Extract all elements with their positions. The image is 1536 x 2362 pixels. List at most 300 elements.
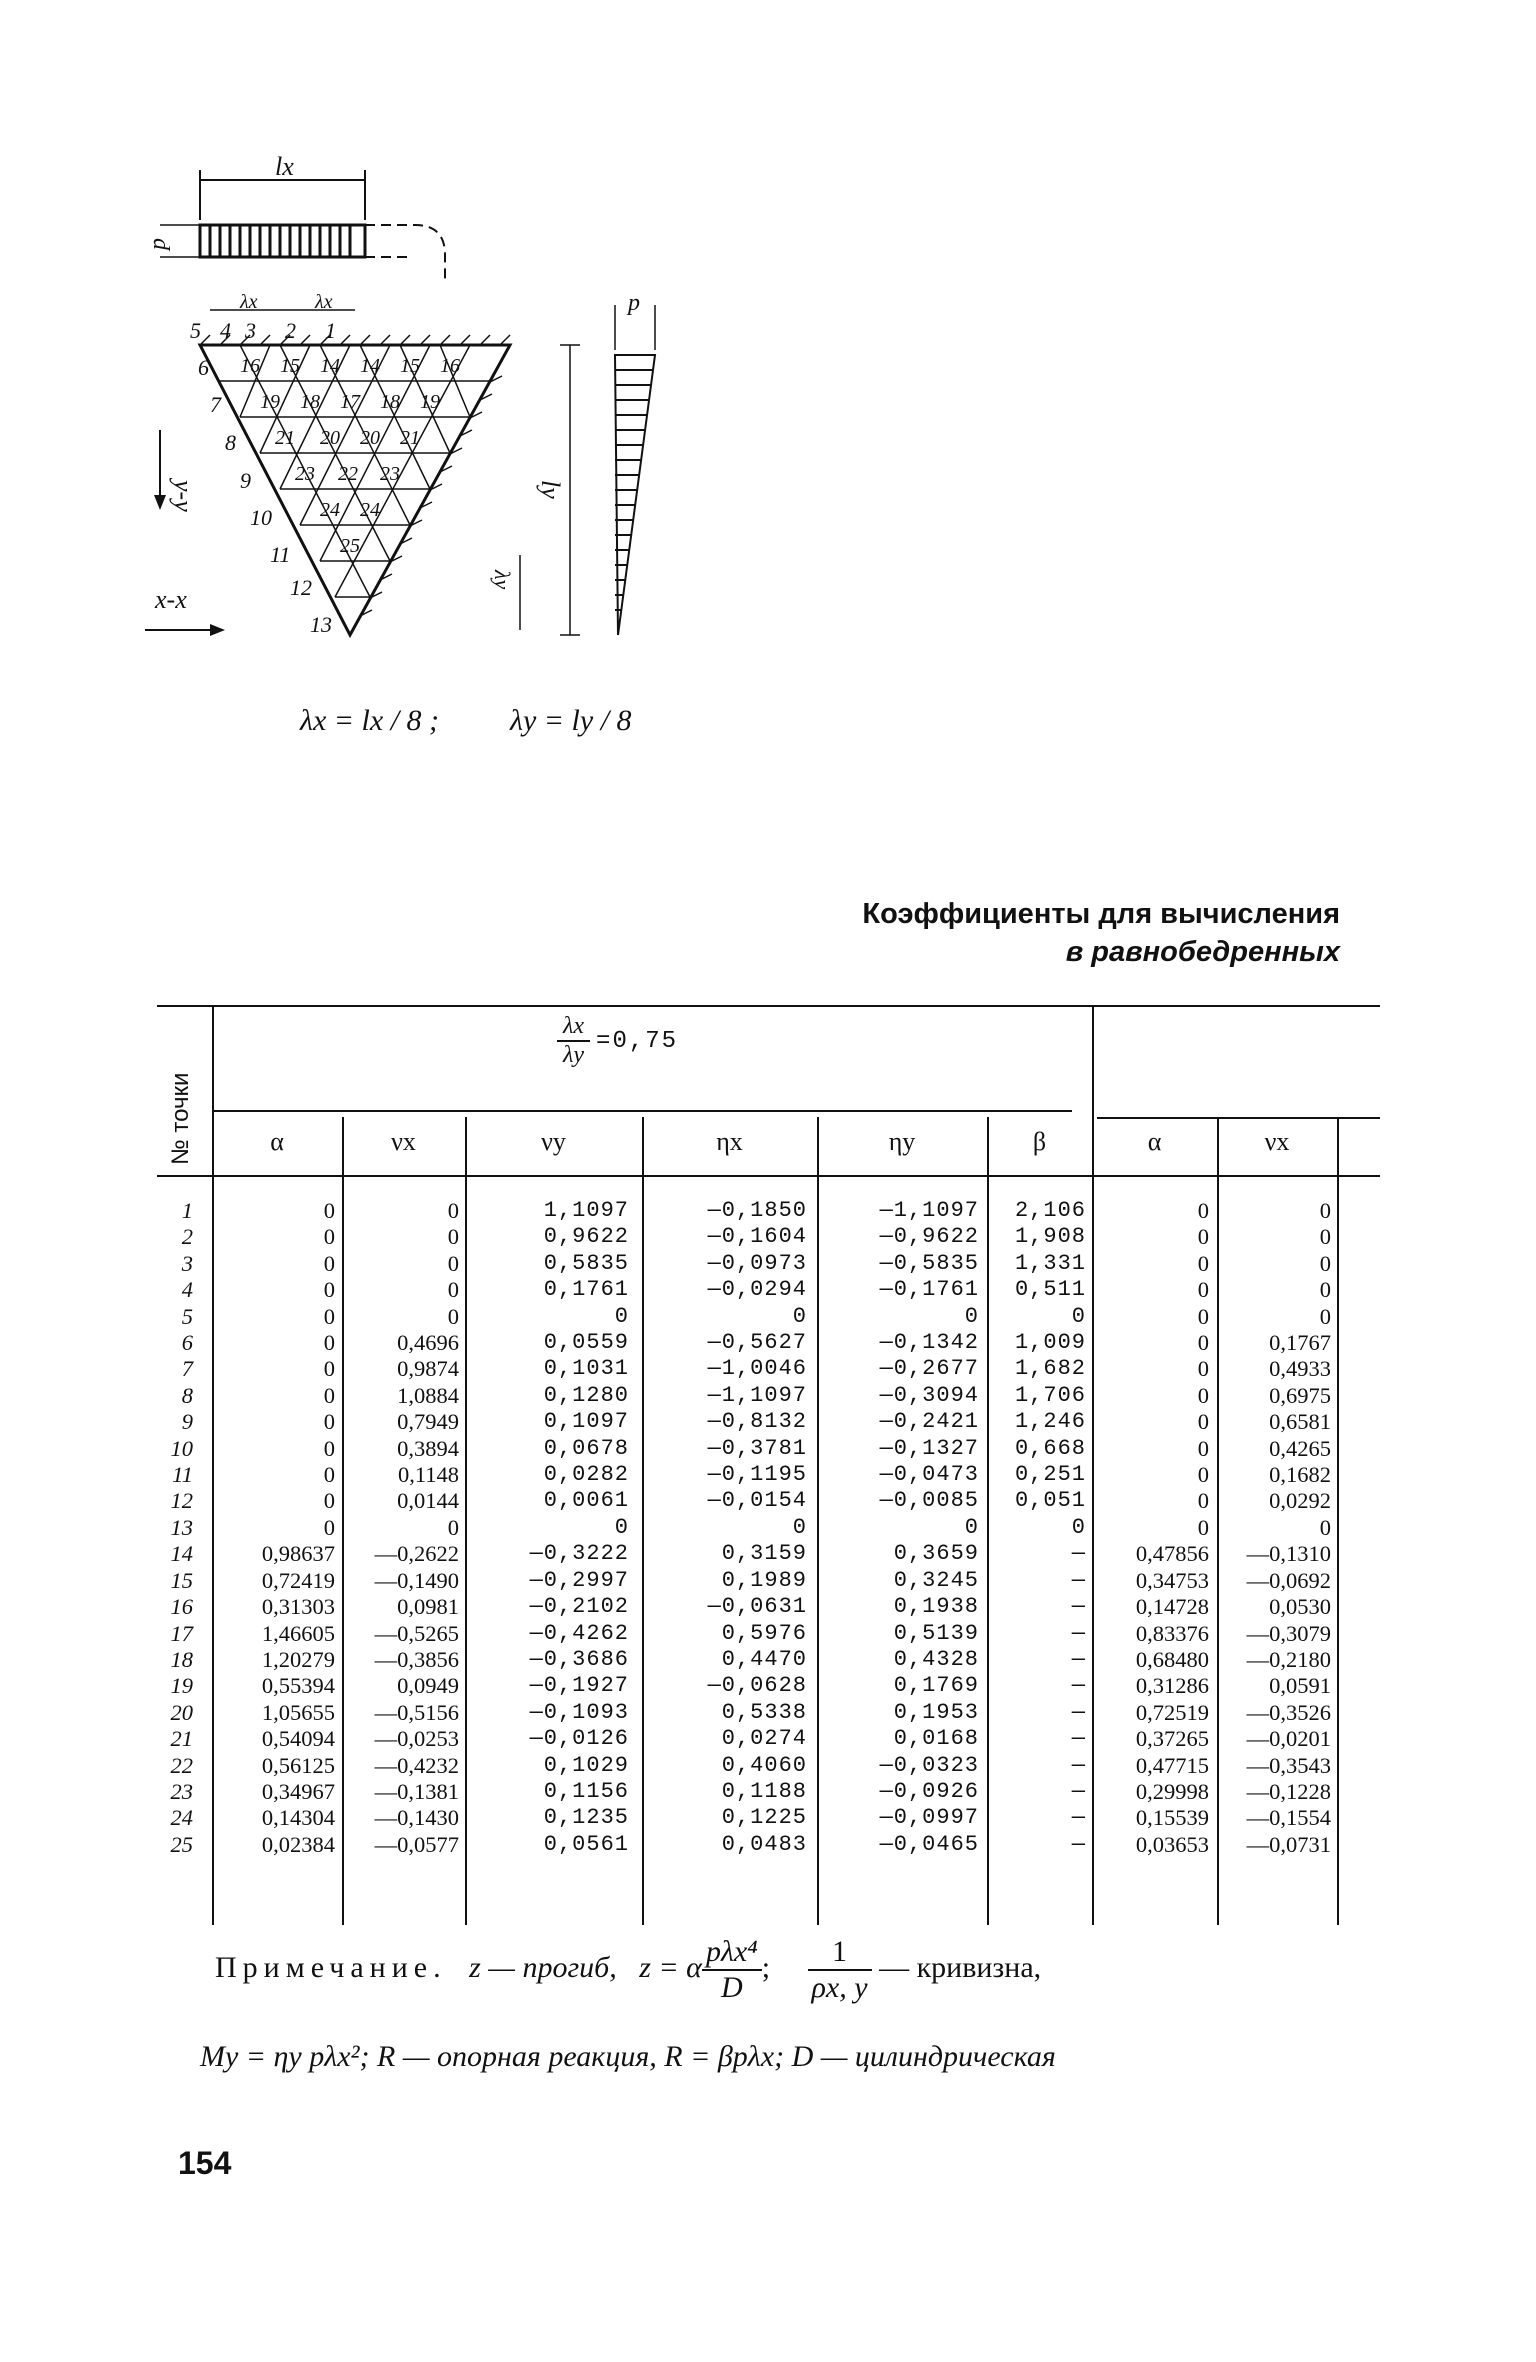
cell-nu-x: —0,3856: [374, 1646, 459, 1672]
cell-nu-y: 0,1029: [543, 1752, 629, 1778]
cell-nu-y: 0,1097: [543, 1409, 629, 1435]
label-p: p: [145, 238, 171, 250]
cell-eta-y: —0,0085: [879, 1488, 979, 1514]
inner-num-r1-1: 15: [280, 355, 300, 377]
cell-nu-x: 0,0949: [397, 1673, 459, 1699]
point-number: 5: [181, 1303, 193, 1329]
point-number: 18: [170, 1646, 193, 1672]
axis-x-label: x-x: [155, 585, 187, 614]
cell-alpha: 0: [323, 1198, 335, 1223]
cell-nu-x-2: 0,4933: [1269, 1356, 1331, 1382]
cell-nu-x: 0,4696: [397, 1330, 459, 1356]
cell-nu-x: —0,1490: [374, 1567, 459, 1593]
point-number: 6: [181, 1330, 193, 1356]
edge-num-2: 2: [285, 318, 296, 343]
cell-nu-x-2: 0: [1319, 1277, 1331, 1303]
point-number: 20: [170, 1699, 193, 1725]
cell-alpha-2: 0,83376: [1135, 1620, 1209, 1646]
col-alpha: [217, 1198, 335, 1858]
note-frac-den: D: [720, 1971, 743, 2004]
cell-alpha: 0: [323, 1409, 335, 1435]
cell-nu-y: 0: [614, 1514, 629, 1540]
cell-nu-x-2: —0,1554: [1246, 1805, 1331, 1831]
note-curv-den: ρx, y: [811, 1971, 868, 2004]
cell-alpha: 0: [323, 1250, 335, 1276]
cell-nu-y: 0,1031: [543, 1356, 629, 1382]
cell-eta-y: —0,9622: [879, 1224, 979, 1250]
cell-nu-x: 0,0144: [397, 1488, 459, 1514]
cell-nu-x-2: 0,0591: [1269, 1673, 1331, 1699]
cell-beta: 1,682: [1014, 1356, 1086, 1382]
cell-nu-x-2: —0,0692: [1246, 1567, 1331, 1593]
point-number: 13: [170, 1514, 193, 1540]
cell-nu-y: 0: [614, 1303, 629, 1329]
cell-eta-x: —1,1097: [707, 1382, 807, 1408]
cell-beta: —: [1071, 1726, 1086, 1752]
cell-eta-x: 0,0483: [721, 1831, 807, 1857]
point-number: 12: [170, 1488, 193, 1514]
note-part3: ;: [761, 1950, 771, 1984]
cell-nu-x-2: 0: [1319, 1198, 1331, 1223]
cell-beta: 2,106: [1014, 1198, 1086, 1223]
cell-alpha-2: 0,68480: [1135, 1646, 1209, 1672]
cell-beta: 0,251: [1014, 1462, 1086, 1488]
cell-beta: 0,668: [1014, 1435, 1086, 1461]
cell-eta-x: 0,1989: [721, 1567, 807, 1593]
inner-num-r1-4: 15: [400, 355, 420, 377]
cell-beta: 1,706: [1014, 1382, 1086, 1408]
cell-alpha-2: 0,31286: [1135, 1673, 1209, 1699]
hdr-alpha: α: [270, 1127, 284, 1156]
cell-eta-y: —0,0926: [879, 1778, 979, 1804]
point-number: 16: [170, 1594, 193, 1620]
group-ratio: [557, 1013, 678, 1069]
title-line-2: в равнобедренных: [1065, 936, 1340, 968]
axis-y-label: y-y: [169, 480, 198, 512]
vrule-6: [987, 1117, 989, 1925]
cell-nu-x-2: —0,3079: [1246, 1620, 1331, 1646]
cell-alpha-2: 0: [1197, 1224, 1209, 1250]
cell-alpha-2: 0: [1197, 1382, 1209, 1408]
cell-alpha-2: 0: [1197, 1198, 1209, 1223]
hdr-eta-x: ηx: [716, 1127, 743, 1156]
hdr-eta-y: ηy: [888, 1127, 916, 1156]
cell-alpha-2: 0,47715: [1135, 1752, 1209, 1778]
cell-nu-y: 0,5835: [543, 1250, 629, 1276]
point-number: 11: [172, 1462, 193, 1488]
cell-eta-y: —0,0323: [879, 1752, 979, 1778]
cell-alpha: 0: [323, 1435, 335, 1461]
col-nu-y: [469, 1198, 629, 1858]
cell-nu-x: 0: [447, 1277, 459, 1303]
cell-alpha: 0,31303: [261, 1594, 335, 1620]
note-curvature-fraction: [808, 1935, 872, 2005]
cell-alpha-2: 0,29998: [1135, 1778, 1209, 1804]
hdr-nu-y: νy: [541, 1127, 566, 1156]
cell-nu-y: 0,0561: [543, 1831, 629, 1857]
cell-alpha-2: 0,15539: [1135, 1805, 1209, 1831]
note-frac-num: pλx⁴: [702, 1935, 762, 1971]
table-top-rule: [157, 1005, 1380, 1007]
hdr-nu-x: νx: [391, 1127, 416, 1156]
cell-alpha-2: 0: [1197, 1409, 1209, 1435]
inner-num-r2-4: 19: [420, 391, 440, 413]
cell-eta-y: —0,3094: [879, 1382, 979, 1408]
cell-eta-y: —0,0465: [879, 1831, 979, 1857]
note-part1: z — прогиб,: [469, 1950, 617, 1984]
edge-num-7: 7: [210, 392, 221, 417]
plate-diagram: [145, 152, 710, 780]
cell-eta-x: 0,0274: [721, 1726, 807, 1752]
inner-num-r1-0: 16: [240, 355, 260, 377]
cell-nu-x-2: 0,4265: [1269, 1435, 1331, 1461]
cell-eta-x: —0,0294: [707, 1277, 807, 1303]
point-number: 22: [170, 1752, 193, 1778]
hdr-nu-x-2: νx: [1264, 1127, 1290, 1156]
cell-eta-x: 0,5976: [721, 1620, 807, 1646]
label-lambda-y: λy: [490, 570, 515, 590]
cell-nu-y: 0,1156: [543, 1778, 629, 1804]
header-bottom-rule: [157, 1175, 1380, 1177]
ratio-value: =0,75: [596, 1027, 679, 1055]
inner-num-r2-3: 18: [380, 391, 400, 413]
cell-alpha-2: 0,03653: [1135, 1831, 1209, 1857]
vrule-9: [1337, 1117, 1339, 1925]
cell-nu-x: —0,2622: [374, 1541, 459, 1567]
cell-alpha: 0,72419: [261, 1567, 335, 1593]
cell-eta-x: 0,4060: [721, 1752, 807, 1778]
cell-nu-x: —0,4232: [374, 1752, 459, 1778]
cell-nu-x: 0,1148: [397, 1462, 459, 1488]
cell-nu-x-2: —0,0731: [1246, 1831, 1331, 1857]
point-number: 17: [170, 1620, 193, 1646]
cell-eta-x: 0,1225: [721, 1805, 807, 1831]
point-number: 3: [181, 1250, 193, 1276]
cell-beta: —: [1071, 1831, 1086, 1857]
cell-nu-x: —0,1430: [374, 1805, 459, 1831]
inner-num-r3-2: 20: [360, 427, 380, 449]
label-lambda-x-left: λx: [240, 291, 258, 313]
cell-eta-x: —0,0973: [707, 1250, 807, 1276]
cell-nu-y: 0,1235: [543, 1805, 629, 1831]
title-line-1: Коэффициенты для вычисления: [862, 898, 1340, 930]
cell-nu-x-2: 0,1682: [1269, 1462, 1331, 1488]
cell-nu-x: —0,5156: [374, 1699, 459, 1725]
cell-nu-x-2: 0,0292: [1269, 1488, 1331, 1514]
cell-eta-x: —0,8132: [707, 1409, 807, 1435]
vrule-4: [642, 1117, 644, 1925]
point-number: 15: [170, 1567, 193, 1593]
cell-eta-y: 0,0168: [893, 1726, 979, 1752]
cell-beta: —: [1071, 1620, 1086, 1646]
cell-eta-y: —0,1327: [879, 1435, 979, 1461]
cell-alpha-2: 0: [1197, 1330, 1209, 1356]
cell-eta-x: —0,5627: [707, 1330, 807, 1356]
note-label: Примечание.: [215, 1950, 447, 1984]
vrule-5: [817, 1117, 819, 1925]
cell-nu-y: 0,1280: [543, 1382, 629, 1408]
cell-nu-x-2: 0: [1319, 1514, 1331, 1540]
label-lambda-x-right: λx: [315, 291, 333, 313]
cell-eta-y: 0,3245: [893, 1567, 979, 1593]
cell-eta-y: 0,3659: [893, 1541, 979, 1567]
cell-nu-x-2: —0,0201: [1246, 1726, 1331, 1752]
vrule-8: [1217, 1117, 1219, 1925]
inner-num-r3-1: 20: [320, 427, 340, 449]
cell-nu-x: 0: [447, 1198, 459, 1223]
inner-num-r3-0: 21: [275, 427, 295, 449]
col-eta-x: [647, 1198, 807, 1858]
ratio-den: λy: [563, 1042, 585, 1068]
cell-eta-y: 0,5139: [893, 1620, 979, 1646]
note-part4: — кривизна,: [879, 1950, 1042, 1984]
cell-nu-x-2: 0,6581: [1269, 1409, 1331, 1435]
coefficients-table: [157, 1005, 1380, 1925]
cell-nu-y: 0,0678: [543, 1435, 629, 1461]
cell-eta-y: 0,4328: [893, 1646, 979, 1672]
cell-eta-x: —0,0628: [707, 1673, 807, 1699]
cell-alpha: 0: [323, 1303, 335, 1329]
cell-nu-x: 0: [447, 1250, 459, 1276]
cell-eta-y: —0,0473: [879, 1462, 979, 1488]
point-number: 14: [170, 1541, 193, 1567]
cell-nu-y: —0,2997: [529, 1567, 629, 1593]
table-title: [740, 895, 1340, 971]
cell-beta: —: [1071, 1673, 1086, 1699]
cell-nu-x: 0: [447, 1303, 459, 1329]
cell-alpha: 0,56125: [261, 1752, 335, 1778]
col-beta: [991, 1198, 1086, 1858]
group-rule: [212, 1110, 1072, 1112]
cell-eta-y: —0,2677: [879, 1356, 979, 1382]
cell-nu-x-2: 0: [1319, 1250, 1331, 1276]
cell-alpha: 0: [323, 1514, 335, 1540]
cell-nu-y: —0,1093: [529, 1699, 629, 1725]
cell-eta-y: 0,1769: [893, 1673, 979, 1699]
cell-nu-x-2: —0,1310: [1246, 1541, 1331, 1567]
cell-nu-x: 0: [447, 1514, 459, 1540]
cell-beta: 1,246: [1014, 1409, 1086, 1435]
edge-num-8: 8: [225, 430, 236, 455]
note-deflection-fraction: [702, 1935, 762, 2005]
edge-num-12: 12: [290, 575, 312, 600]
edge-num-11: 11: [270, 542, 291, 567]
cell-nu-x: 0,3894: [397, 1435, 459, 1461]
cell-nu-y: —0,1927: [529, 1673, 629, 1699]
cell-nu-y: 0,0061: [543, 1488, 629, 1514]
note-part2: z = α: [639, 1950, 702, 1984]
inner-num-r3-3: 21: [400, 427, 420, 449]
edge-num-5: 5: [190, 318, 201, 343]
edge-num-13: 13: [310, 612, 332, 637]
cell-nu-y: 1,1097: [543, 1198, 629, 1223]
cell-beta: 1,331: [1014, 1250, 1086, 1276]
cell-beta: 0,051: [1014, 1488, 1086, 1514]
cell-nu-x: 0,9874: [397, 1356, 459, 1382]
inner-num-r4-0: 23: [295, 463, 315, 485]
cell-nu-x-2: —0,3526: [1246, 1699, 1331, 1725]
hdr-beta: β: [1032, 1127, 1047, 1156]
cell-nu-y: —0,3686: [529, 1646, 629, 1672]
cell-alpha: 0: [323, 1356, 335, 1382]
cell-alpha-2: 0,37265: [1135, 1726, 1209, 1752]
point-number: 2: [181, 1224, 193, 1250]
cell-nu-x-2: —0,3543: [1246, 1752, 1331, 1778]
cell-eta-x: —0,1850: [707, 1198, 807, 1223]
cell-alpha-2: 0: [1197, 1488, 1209, 1514]
point-number: 24: [170, 1805, 193, 1831]
cell-nu-x: —0,0577: [374, 1831, 459, 1857]
inner-num-r1-3: 14: [360, 355, 380, 377]
cell-eta-y: —0,1761: [879, 1277, 979, 1303]
cell-beta: —: [1071, 1805, 1086, 1831]
formula-lambda-x: λx = lx / 8 ;: [300, 704, 440, 737]
edge-num-1: 1: [325, 318, 336, 343]
cell-nu-x-2: —0,1228: [1246, 1778, 1331, 1804]
row-header: № точки: [167, 1072, 194, 1165]
cell-beta: 1,009: [1014, 1330, 1086, 1356]
cell-eta-x: —0,0631: [707, 1594, 807, 1620]
cell-nu-y: 0,1761: [543, 1277, 629, 1303]
inner-num-r2-1: 18: [300, 391, 320, 413]
edge-num-6: 6: [198, 355, 209, 380]
cell-nu-y: 0,0559: [543, 1330, 629, 1356]
inner-num-r5-1: 24: [360, 499, 380, 521]
point-number: 7: [181, 1356, 193, 1382]
triangular-plate-svg: [145, 152, 710, 780]
cell-eta-x: 0,1188: [721, 1778, 807, 1804]
cell-alpha: 0,54094: [261, 1726, 335, 1752]
cell-nu-y: —0,0126: [529, 1726, 629, 1752]
cell-beta: 0,511: [1014, 1277, 1086, 1303]
cell-eta-y: —0,2421: [879, 1409, 979, 1435]
cell-eta-x: 0,4470: [721, 1646, 807, 1672]
cell-nu-x-2: —0,2180: [1246, 1646, 1331, 1672]
note-line-2: My = ηy pλx²; R — опорная реакция, R = βpλx; D — цилиндрическая: [200, 2040, 1056, 2073]
point-number: 4: [181, 1277, 193, 1303]
cell-alpha-2: 0: [1197, 1435, 1209, 1461]
cell-beta: —: [1071, 1541, 1086, 1567]
cell-eta-y: —0,5835: [879, 1250, 979, 1276]
cell-eta-y: —0,0997: [879, 1805, 979, 1831]
label-ly: ly: [536, 480, 565, 499]
vrule-3: [465, 1117, 467, 1925]
cell-alpha-2: 0,34753: [1135, 1567, 1209, 1593]
cell-alpha-2: 0,72519: [1135, 1699, 1209, 1725]
col-eta-y: [821, 1198, 979, 1858]
cell-nu-x: 0: [447, 1224, 459, 1250]
col-nu-x: [347, 1198, 459, 1858]
cell-nu-x-2: 0,0530: [1269, 1594, 1331, 1620]
cell-beta: —: [1071, 1567, 1086, 1593]
vrule-2: [342, 1117, 344, 1925]
col-points: [157, 1198, 193, 1858]
cell-beta: 0: [1071, 1303, 1086, 1329]
cell-beta: —: [1071, 1594, 1086, 1620]
cell-alpha-2: 0: [1197, 1356, 1209, 1382]
cell-eta-x: —0,1195: [707, 1462, 807, 1488]
cell-eta-y: 0: [964, 1303, 979, 1329]
cell-nu-x: 0,7949: [397, 1409, 459, 1435]
label-p-right: p: [628, 290, 640, 316]
cell-eta-x: —1,0046: [707, 1356, 807, 1382]
cell-alpha: 1,46605: [261, 1620, 335, 1646]
inner-num-r1-2: 14: [320, 355, 340, 377]
cell-eta-y: —0,1342: [879, 1330, 979, 1356]
cell-beta: —: [1071, 1752, 1086, 1778]
cell-alpha: 0: [323, 1488, 335, 1514]
cell-alpha: 0: [323, 1277, 335, 1303]
label-lx: lx: [275, 152, 294, 181]
edge-num-4: 4: [220, 318, 231, 343]
cell-nu-x-2: 0,1767: [1269, 1330, 1331, 1356]
formula-lambda-y: λy = ly / 8: [510, 704, 632, 737]
edge-num-9: 9: [240, 468, 251, 493]
cell-alpha-2: 0,47856: [1135, 1541, 1209, 1567]
cell-beta: 0: [1071, 1514, 1086, 1540]
cell-alpha-2: 0: [1197, 1277, 1209, 1303]
cell-eta-x: —0,0154: [707, 1488, 807, 1514]
point-number: 1: [181, 1198, 193, 1223]
cell-nu-y: —0,2102: [529, 1594, 629, 1620]
inner-num-r2-2: 17: [340, 391, 360, 413]
cell-nu-x: —0,5265: [374, 1620, 459, 1646]
hdr-alpha-2: α: [1147, 1127, 1162, 1156]
point-number: 19: [170, 1673, 193, 1699]
inner-num-r4-2: 23: [380, 463, 400, 485]
cell-nu-x: —0,0253: [374, 1726, 459, 1752]
cell-beta: —: [1071, 1778, 1086, 1804]
cell-eta-x: 0,3159: [721, 1541, 807, 1567]
cell-beta: 1,908: [1014, 1224, 1086, 1250]
cell-nu-x: —0,1381: [374, 1778, 459, 1804]
point-number: 21: [170, 1726, 193, 1752]
cell-alpha: 0: [323, 1382, 335, 1408]
inner-num-r2-0: 19: [260, 391, 280, 413]
note-line-1: [215, 1935, 1325, 2005]
cell-alpha-2: 0,14728: [1135, 1594, 1209, 1620]
inner-num-r6-0: 25: [340, 535, 360, 557]
note-curv-num: 1: [808, 1935, 872, 1971]
cell-eta-y: —1,1097: [879, 1198, 979, 1223]
col-nu-x-2: [1221, 1198, 1331, 1858]
cell-alpha: 0,98637: [261, 1541, 335, 1567]
cell-beta: —: [1071, 1699, 1086, 1725]
cell-eta-x: —0,3781: [707, 1435, 807, 1461]
cell-alpha: 0,55394: [261, 1673, 335, 1699]
cell-nu-x-2: 0: [1319, 1224, 1331, 1250]
cell-alpha: 1,05655: [261, 1699, 335, 1725]
point-number: 25: [170, 1831, 193, 1857]
cell-beta: —: [1071, 1646, 1086, 1672]
cell-alpha: 0: [323, 1462, 335, 1488]
cell-nu-y: 0,9622: [543, 1224, 629, 1250]
edge-num-10: 10: [250, 505, 272, 530]
cell-alpha: 0,14304: [261, 1805, 335, 1831]
cell-nu-x: 0,0981: [397, 1594, 459, 1620]
point-number: 10: [170, 1435, 193, 1461]
cell-alpha-2: 0: [1197, 1303, 1209, 1329]
cell-alpha: 0,34967: [261, 1778, 335, 1804]
edge-num-3: 3: [245, 318, 256, 343]
cell-alpha: 0: [323, 1224, 335, 1250]
cell-nu-x-2: 0,6975: [1269, 1382, 1331, 1408]
page-number: 154: [178, 2145, 232, 2181]
cell-alpha: 0: [323, 1330, 335, 1356]
cell-eta-y: 0: [964, 1514, 979, 1540]
point-number: 8: [181, 1382, 193, 1408]
cell-eta-x: 0,5338: [721, 1699, 807, 1725]
